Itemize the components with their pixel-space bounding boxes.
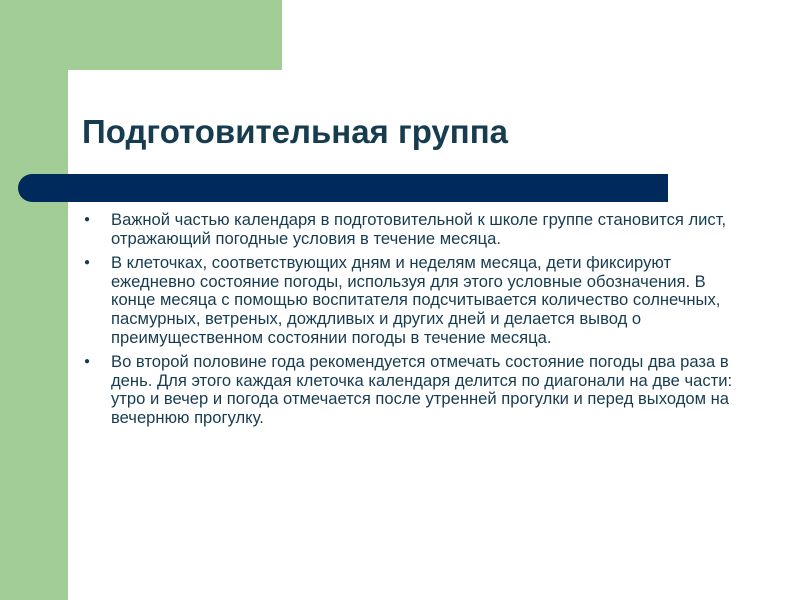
green-decoration-left [0, 0, 68, 600]
bullet-text: В клеточках, соответствующих дням и неделям месяца, дети фиксируют ежедневно состояние погоды, используя для этого условные обозначения. В конце месяца с помощью воспитателя подсчитывается количество солнечных, пасмурных, ветреных, дождливых и других дней и делается вывод о преимущественном состоянии погоды в течение месяца. [111, 253, 721, 347]
bullet-text: Во второй половине года рекомендуется отмечать состояние погоды два раза в день. Для этого каждая клеточка календаря делится по диагонали на две части: утро и вечер и погода отмечается после утренней прогулки и перед выходом на вечернюю прогулку. [111, 352, 733, 427]
bullet-text: Важной частью календаря в подготовительной к школе группе становится лист, отражающий погодные условия в течение месяца. [111, 210, 727, 248]
bullet-dot-icon: ● [84, 214, 91, 225]
bullet-item [84, 353, 744, 427]
title-underline-bar [18, 174, 668, 202]
slide-title: Подготовительная группа [82, 113, 509, 150]
bullet-dot-icon: ● [84, 257, 91, 269]
bullet-list [84, 211, 744, 434]
bullet-item [84, 254, 744, 347]
bullet-item [84, 211, 744, 248]
bullet-dot-icon: ● [84, 356, 91, 368]
green-decoration-top [0, 0, 282, 70]
